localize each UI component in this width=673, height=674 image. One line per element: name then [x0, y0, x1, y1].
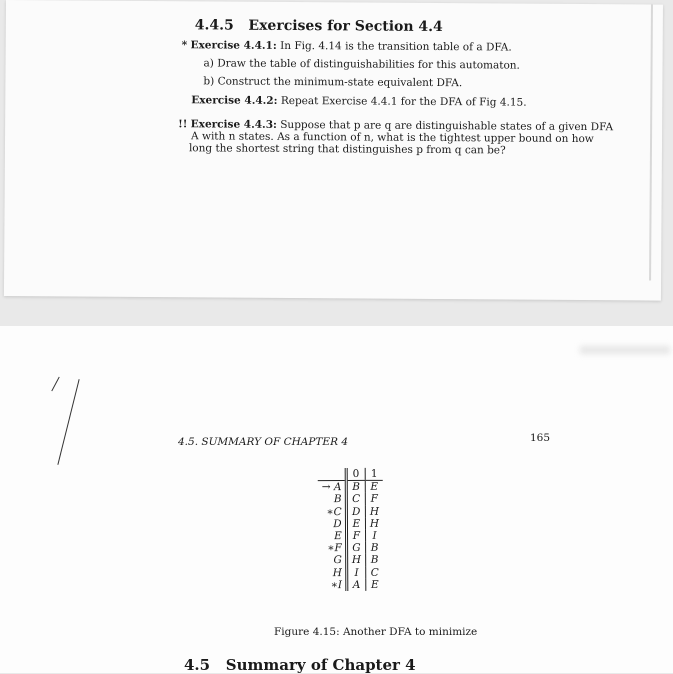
transition-1-cell: H [365, 518, 383, 530]
table-row [318, 505, 383, 518]
state-cell: → A [321, 481, 342, 494]
table-row [318, 579, 383, 592]
section-number: 4.4.5 [194, 17, 234, 34]
exercise-label: Exercise 4.4.3: [190, 118, 277, 131]
difficulty-star: * [181, 39, 188, 52]
pen-mark [57, 379, 79, 465]
transition-1-cell: B [365, 542, 383, 554]
section-title: Exercises for Section 4.4 [248, 17, 443, 36]
next-section-title: Summary of Chapter 4 [225, 656, 416, 674]
transition-1-cell: F [365, 493, 383, 505]
transition-0-cell: E [346, 518, 365, 530]
scan-shadow [580, 346, 670, 354]
table-row [318, 481, 383, 494]
transition-0-cell: C [346, 493, 365, 505]
state-cell: H [332, 566, 342, 579]
transition-1-cell: H [365, 505, 383, 517]
state-column-header [318, 468, 346, 481]
exercise-text-line-3: long the shortest string that distinguishes p from q can be? [188, 142, 506, 157]
exercise-4-4-2 [191, 94, 526, 108]
bottom-book-page [0, 326, 673, 673]
state-cell: D [333, 517, 342, 530]
transition-1-cell: I [365, 530, 383, 542]
transition-1-cell: E [365, 481, 383, 494]
column-0-header: 0 [346, 468, 365, 481]
page-number: 165 [530, 432, 551, 444]
page-edge-shadow [649, 5, 653, 281]
next-section-number: 4.5 [184, 656, 211, 674]
state-cell: ∗I [330, 578, 343, 591]
state-cell: ∗C [326, 505, 342, 518]
state-cell: B [333, 493, 342, 506]
transition-0-cell: I [346, 567, 365, 579]
transition-1-cell: C [366, 566, 384, 578]
figure-caption: Figure 4.15: Another DFA to minimize [274, 626, 478, 638]
transition-1-cell: E [366, 579, 384, 591]
transition-table [318, 468, 384, 591]
exercise-label: Exercise 4.4.1: [190, 39, 277, 52]
column-1-header: 1 [365, 468, 383, 481]
table-row [318, 554, 383, 567]
pen-mark [51, 377, 59, 392]
transition-1-cell: B [366, 554, 384, 566]
table-row [318, 542, 383, 555]
transition-0-cell: A [346, 579, 365, 591]
exercise-label: Exercise 4.4.2: [191, 94, 278, 107]
transition-0-cell: G [346, 542, 365, 554]
state-cell: E [334, 530, 342, 543]
exercise-text: Repeat Exercise 4.4.1 for the DFA of Fig 4.15. [280, 94, 527, 109]
exercise-part-a: a) Draw the table of distinguishabilities for this automaton. [203, 57, 520, 72]
exercise-text: In Fig. 4.14 is the transition table of a DFA. [280, 39, 512, 54]
transition-0-cell: D [346, 506, 365, 518]
state-cell: G [333, 554, 342, 567]
running-head: 4.5. SUMMARY OF CHAPTER 4 [178, 436, 349, 448]
difficulty-marks: !! [178, 118, 188, 131]
top-book-page [4, 0, 663, 301]
exercise-4-4-1 [182, 39, 512, 53]
exercise-text-line-1: Suppose that p are q are distinguishable states of a given DFA [280, 118, 614, 134]
table-header-row [318, 468, 383, 481]
table-row [318, 530, 383, 543]
transition-0-cell: B [346, 481, 365, 494]
table-row [318, 566, 383, 579]
state-cell: ∗F [327, 542, 342, 555]
exercise-part-b: b) Construct the minimum-state equivalent DFA. [203, 75, 463, 90]
transition-0-cell: H [346, 554, 365, 566]
table-row [318, 493, 383, 506]
next-section-heading [184, 656, 416, 674]
section-heading [195, 17, 443, 35]
transition-0-cell: F [346, 530, 365, 542]
table-row [318, 518, 383, 531]
exercise-text-line-2: A with n states. As a function of n, what is the tightest upper bound on how [191, 130, 594, 146]
